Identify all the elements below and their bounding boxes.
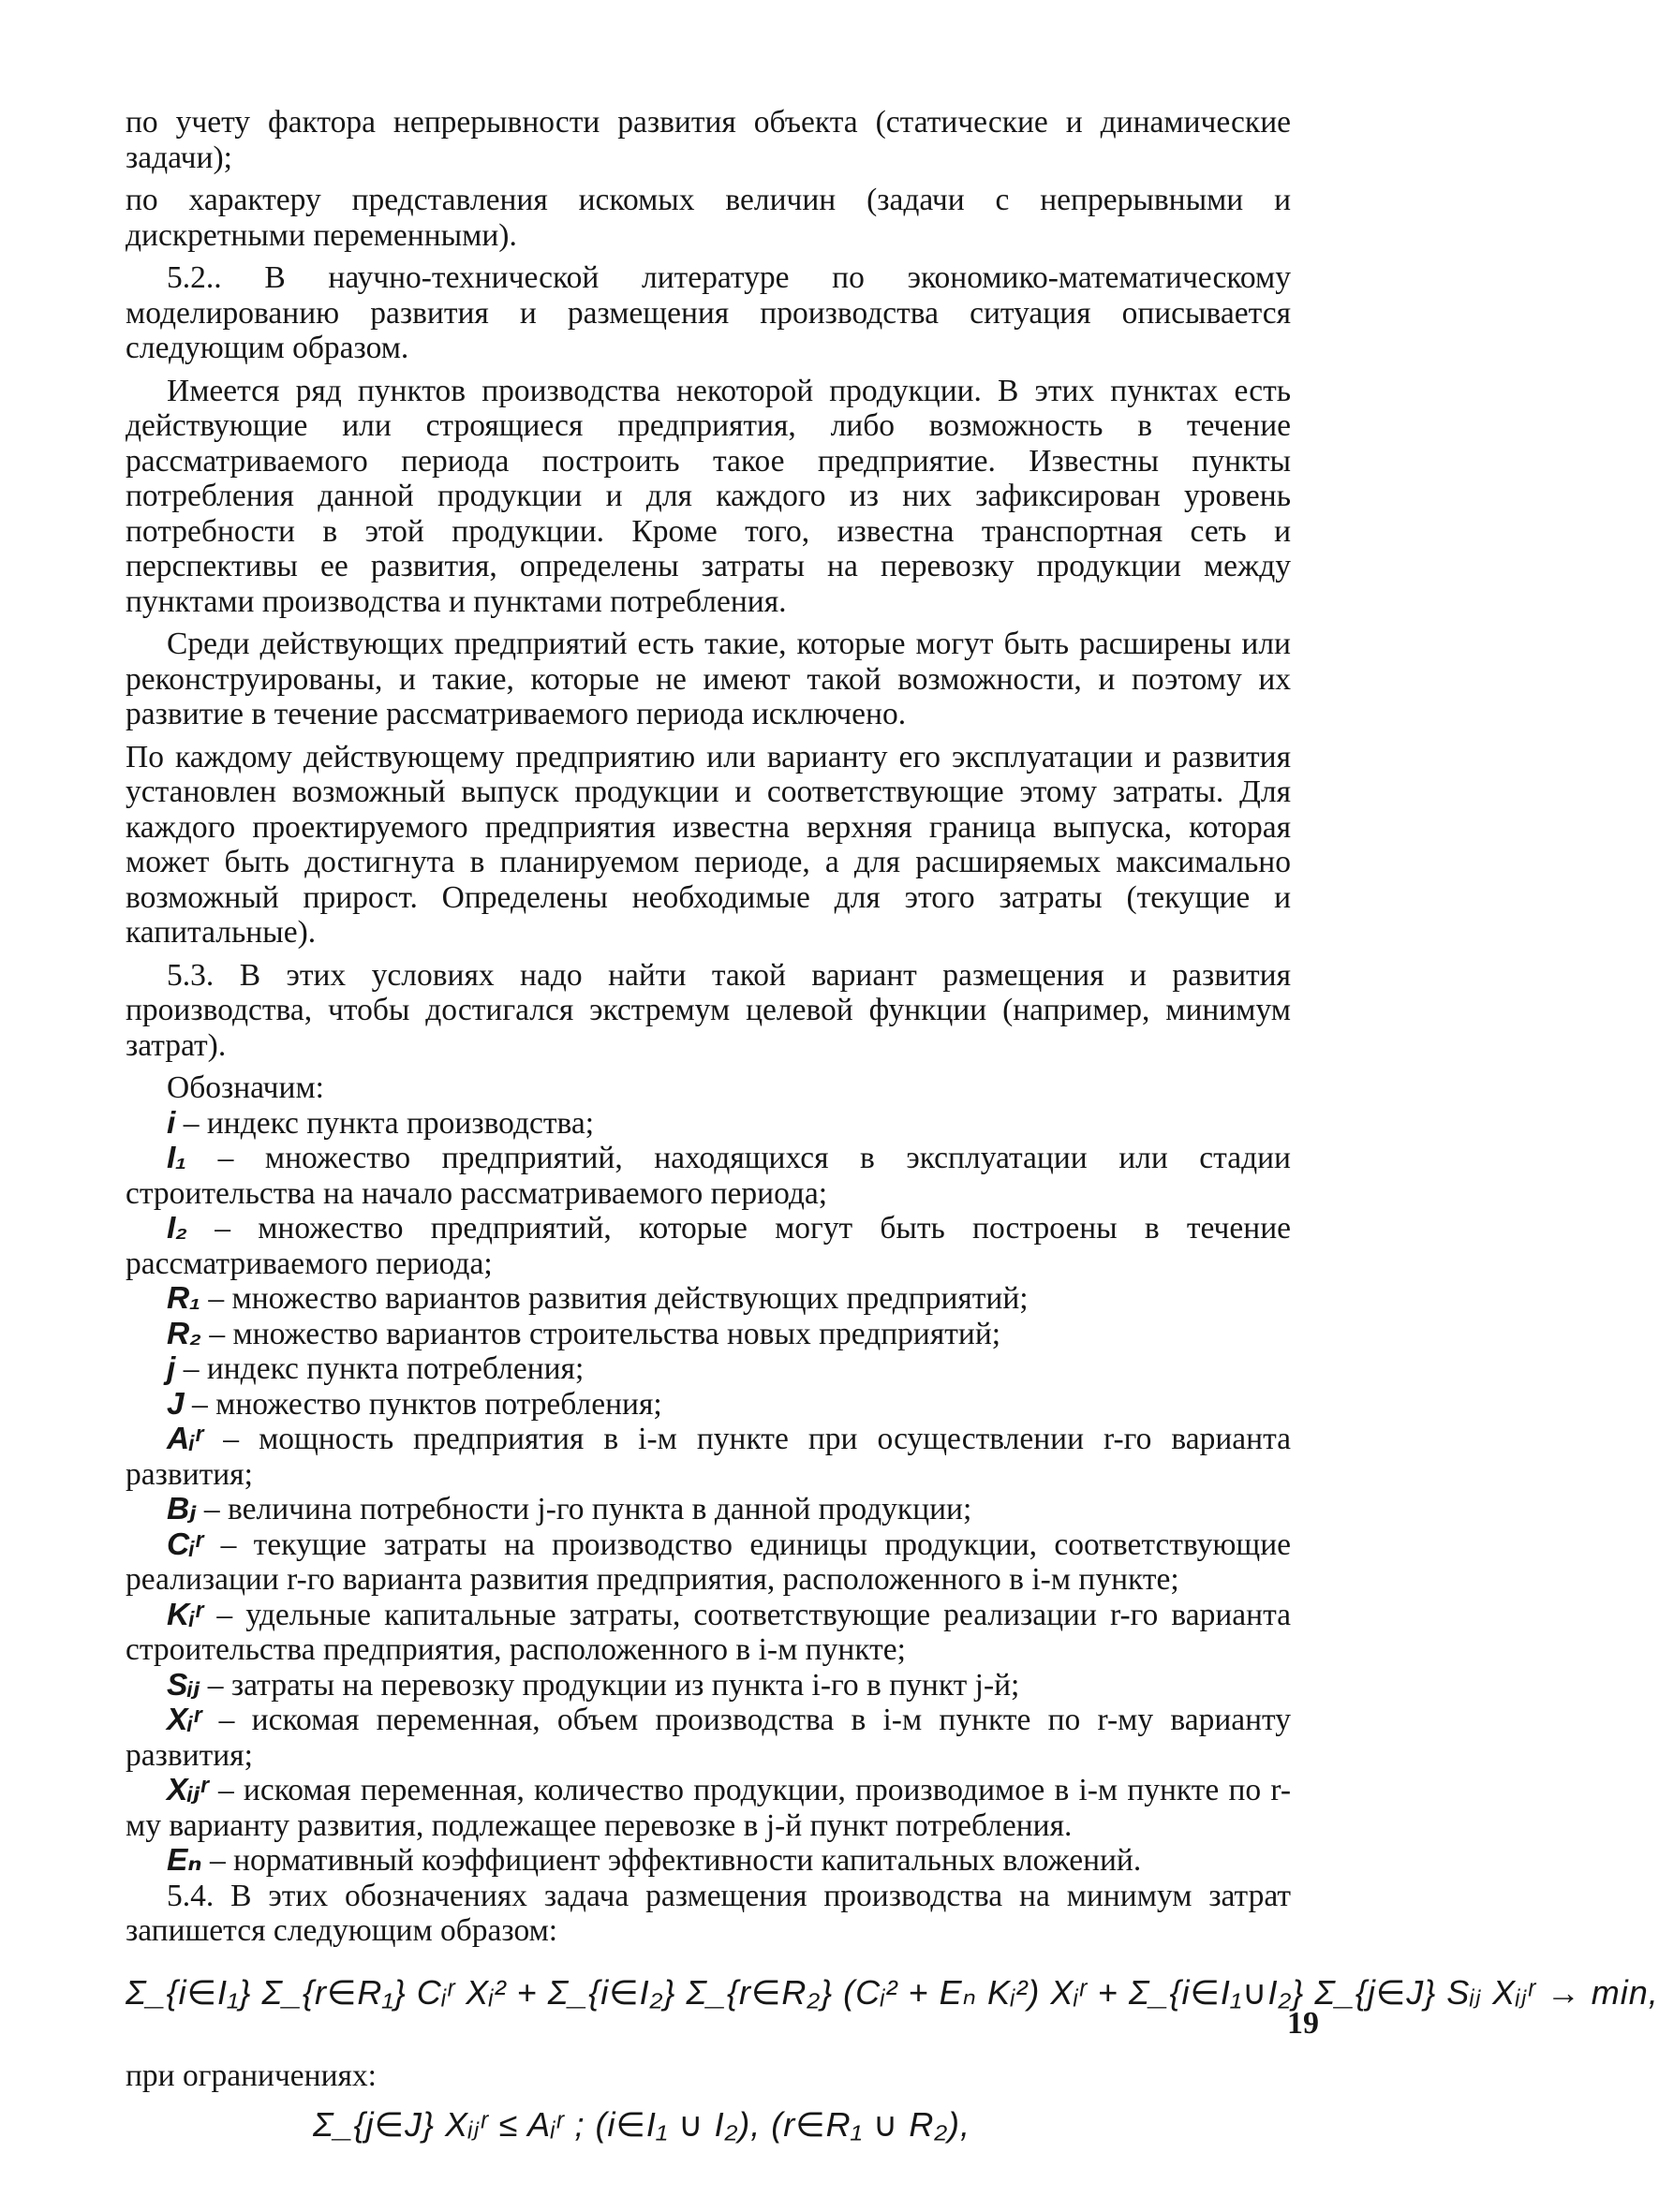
definition-item — [126, 1106, 1291, 1142]
definition-text: – искомая переменная, объем производства в i-м пункте по r-му варианту развития; — [126, 1703, 1291, 1773]
definition-symbol: j — [167, 1351, 176, 1386]
formulation-paragraph: 5.4. В этих обозначениях задача размещения производства на минимум затрат запишется следующим образом: — [126, 1878, 1291, 1948]
definition-text: – индекс пункта производства; — [175, 1105, 595, 1141]
paragraph: Среди действующих предприятий есть такие, которые могут быть расширены или реконструированы, и такие, которые не имеют такой возможности, и поэтому их развитие в течение рассматриваемого периода исключено. — [126, 627, 1291, 731]
definition-symbol: Cᵢʳ — [167, 1526, 204, 1562]
definition-text: – величина потребности j-го пункта в данной продукции; — [196, 1492, 972, 1526]
page-number: 19 — [1287, 2006, 1319, 2041]
definition-item — [126, 1281, 1291, 1317]
definition-symbol: Aᵢʳ — [167, 1422, 204, 1456]
definition-text: – множество предприятий, которые могут быть построены в течение рассматриваемого периода; — [126, 1211, 1291, 1281]
definition-symbol: Sᵢⱼ — [167, 1667, 200, 1703]
definition-symbol: J — [167, 1386, 185, 1422]
definition-symbol: Eₙ — [167, 1843, 202, 1878]
definition-symbol: Bⱼ — [167, 1492, 197, 1526]
definition-symbol: Kᵢʳ — [167, 1597, 204, 1632]
paragraph: По каждому действующему предприятию или варианту его эксплуатации и развития установлен возможный выпуск продукции и соответствующие этому затраты. Для каждого проектируемого предприятия известна верхняя граница выпуска, которая может быть достигнута в планируемом периоде, а для расширяемых максимально возможный прирост. Определены необходимые для этого затраты (текущие и капитальные). — [126, 739, 1291, 950]
definition-text: – множество вариантов строительства новых предприятий; — [200, 1316, 1001, 1351]
definition-symbol: R₂ — [167, 1316, 201, 1351]
definition-text: – множество вариантов развития действующих предприятий; — [200, 1281, 1029, 1316]
definition-text: – затраты на перевозку продукции из пункта i-го в пункт j-й; — [200, 1667, 1020, 1703]
definition-item — [126, 1843, 1291, 1879]
definition-item — [126, 1773, 1291, 1843]
constraints-label: при ограничениях: — [126, 2058, 377, 2093]
definition-symbol: I₁ — [167, 1141, 187, 1175]
constraint-formula: Σ_{j∈J} Xᵢⱼʳ ≤ Aᵢʳ ; (i∈I₁ ∪ I₂), (r∈R₁ ∪ R₂), — [313, 2104, 971, 2144]
definition-item — [126, 1527, 1291, 1598]
definition-item — [126, 1387, 1291, 1423]
definition-symbol: i — [167, 1105, 176, 1141]
definition-text: – текущие затраты на производство единицы продукции, соответствующие реализации r-го варианта развития предприятия, расположенного в i-м пункте; — [126, 1526, 1291, 1597]
notation-definitions — [126, 1106, 1291, 1879]
paragraph: Имеется ряд пунктов производства некоторой продукции. В этих пунктах есть действующие или строящиеся предприятия, либо возможность в течение рассматриваемого периода построить такое предприятие. Известны пункты потребления данной продукции и для каждого из них зафиксирован уровень потребности в этой продукции. Кроме того, известна транспортная сеть и перспективы ее развития, определены затраты на перевозку продукции между пунктами производства и пунктами потребления. — [126, 373, 1291, 619]
paragraph: по учету фактора непрерывности развития объекта (статические и динамические задачи); — [126, 105, 1291, 175]
paragraph: 5.3. В этих условиях надо найти такой вариант размещения и развития производства, чтобы достигался экстремум целевой функции (например, минимум затрат). — [126, 957, 1291, 1063]
definition-text: – индекс пункта потребления; — [175, 1351, 585, 1386]
paragraph: по характеру представления искомых величин (задачи с непрерывными и дискретными переменными). — [126, 183, 1291, 253]
definition-item — [126, 1668, 1291, 1703]
paragraph: 5.2.. В научно-технической литературе по экономико-математическому моделированию развития и размещения производства ситуация описывается следующим образом. — [126, 260, 1291, 365]
definition-text: – нормативный коэффициент эффективности капитальных вложений. — [201, 1843, 1142, 1878]
definition-item — [126, 1141, 1291, 1211]
definition-symbol: R₁ — [167, 1281, 200, 1316]
definition-text: – множество пунктов потребления; — [184, 1386, 662, 1422]
definition-item — [126, 1211, 1291, 1281]
definition-text: – искомая переменная, количество продукции, производимое в i-м пункте по r-му варианту развития, подлежащее перевозке в j-й пункт потребления. — [126, 1773, 1291, 1843]
definition-item — [126, 1492, 1291, 1527]
definition-item — [126, 1351, 1291, 1387]
definition-text: – мощность предприятия в i-м пункте при осуществлении r-го варианта развития; — [126, 1422, 1291, 1492]
definition-symbol: Xᵢⱼʳ — [167, 1773, 209, 1807]
definition-item — [126, 1703, 1291, 1773]
definition-symbol: I₂ — [167, 1211, 188, 1246]
definition-text: – множество предприятий, находящихся в эксплуатации или стадии строительства на начало рассматриваемого периода; — [126, 1141, 1291, 1211]
objective-function: Σ_{i∈I₁} Σ_{r∈R₁} Cᵢʳ Xᵢ² + Σ_{i∈I₂} Σ_{r∈R₂} (Cᵢ² + Eₙ Kᵢ²) Xᵢʳ + Σ_{i∈I₁∪I₂} Σ_{j∈J} Sᵢⱼ Xᵢⱼʳ → min, — [126, 1972, 1659, 2012]
definition-item — [126, 1317, 1291, 1352]
body-paragraphs — [126, 105, 1291, 1106]
definition-item — [126, 1422, 1291, 1492]
paragraph: Обозначим: — [167, 1070, 324, 1105]
definition-item — [126, 1598, 1291, 1668]
definition-text: – удельные капитальные затраты, соответствующие реализации r-го варианта строительства предприятия, расположенного в i-м пункте; — [126, 1597, 1291, 1667]
definition-symbol: Xᵢʳ — [167, 1703, 202, 1737]
